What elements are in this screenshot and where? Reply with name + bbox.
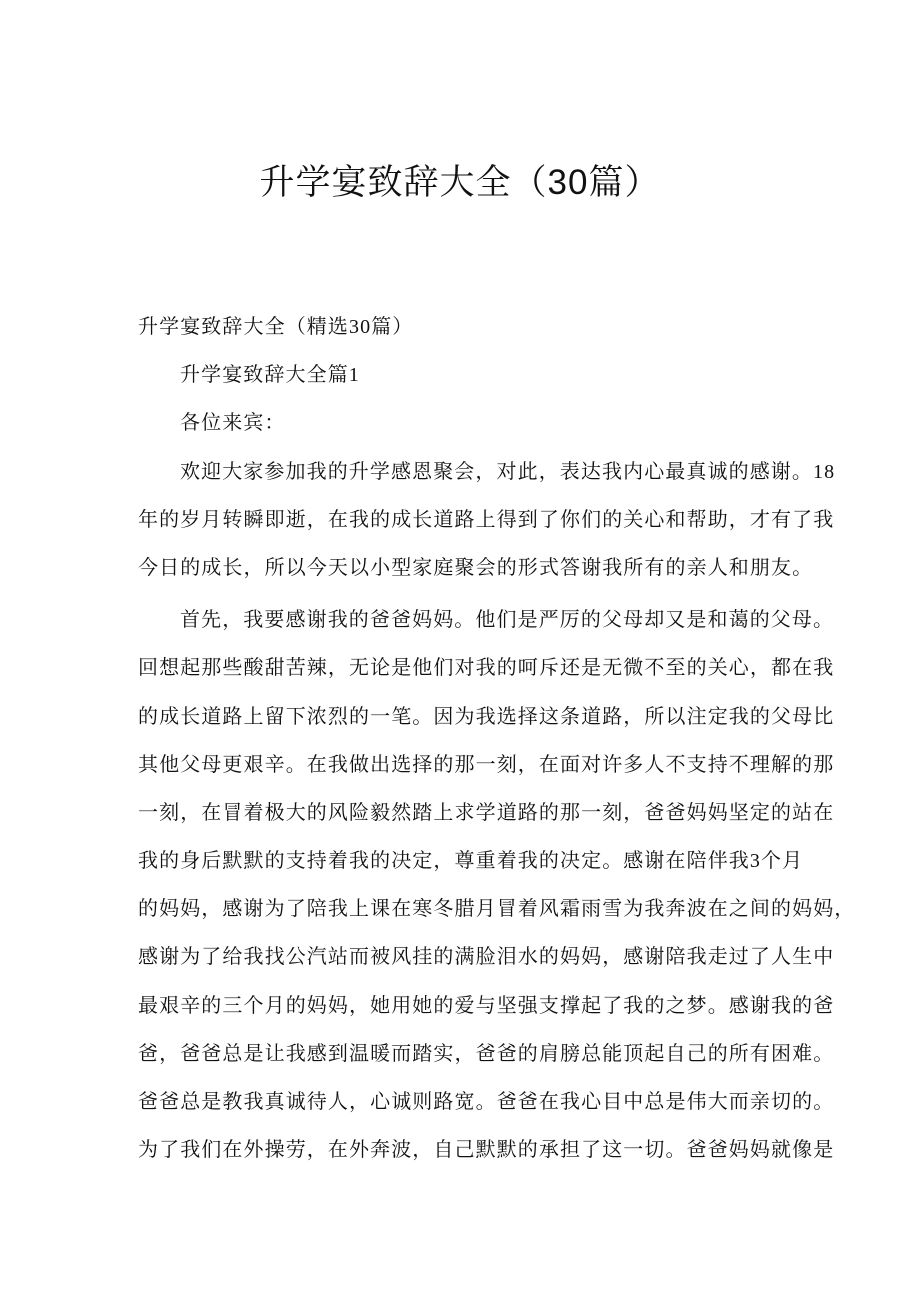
document-title: 升学宴致辞大全（30篇）: [259, 163, 661, 202]
paragraph-line: 爸，爸爸总是让我感到温暖而踏实，爸爸的肩膀总能顶起自己的所有困难。: [138, 1042, 835, 1065]
paragraph-line: 我的身后默默的支持着我的决定，尊重着我的决定。感谢在陪伴我3个月: [138, 850, 804, 873]
paragraph-line: 欢迎大家参加我的升学感恩聚会，对此，表达我内心最真诚的感谢。18: [180, 460, 836, 483]
paragraph-line: 的妈妈，感谢为了陪我上课在寒冬腊月冒着风霜雨雪为我奔波在之间的妈妈，: [138, 898, 856, 921]
paragraph-line: 回想起那些酸甜苦辣，无论是他们对我的呵斥还是无微不至的关心，都在我: [138, 657, 835, 680]
paragraph-line: 今日的成长，所以今天以小型家庭聚会的形式答谢我所有的亲人和朋友。: [138, 556, 814, 579]
paragraph-line: 最艰辛的三个月的妈妈，她用她的爱与坚强支撑起了我的之梦。感谢我的爸: [138, 994, 835, 1017]
paragraph-2: [138, 605, 856, 1183]
paragraph-line: 其他父母更艰辛。在我做出选择的那一刻，在面对许多人不支持不理解的那: [138, 753, 835, 776]
paragraph-line: 年的岁月转瞬即逝，在我的成长道路上得到了你们的关心和帮助，才有了我: [138, 508, 835, 531]
paragraph-line: 一刻，在冒着极大的风险毅然踏上求学道路的那一刻，爸爸妈妈坚定的站在: [138, 801, 835, 824]
paragraph-line: 首先，我要感谢我的爸爸妈妈。他们是严厉的父母却又是和蔼的父母。: [180, 609, 835, 632]
paragraph-1: [138, 457, 836, 602]
salutation: 各位来宾：: [180, 412, 286, 435]
document-body: [138, 312, 856, 1183]
paragraph-line: 感谢为了给我找公汽站而被风挂的满脸泪水的妈妈，感谢陪我走过了人生中: [138, 946, 835, 969]
paragraph-line: 爸爸总是教我真诚待人，心诚则路宽。爸爸在我心目中总是伟大而亲切的。: [138, 1091, 835, 1113]
paragraph-line: 的成长道路上留下浓烈的一笔。因为我选择这条道路，所以注定我的父母比: [138, 705, 835, 728]
paragraph-line: 为了我们在外操劳，在外奔波，自己默默的承担了这一切。爸爸妈妈就像是: [138, 1139, 835, 1162]
section-heading: 升学宴致辞大全篇1: [180, 364, 360, 387]
subtitle: 升学宴致辞大全（精选30篇）: [138, 316, 414, 338]
